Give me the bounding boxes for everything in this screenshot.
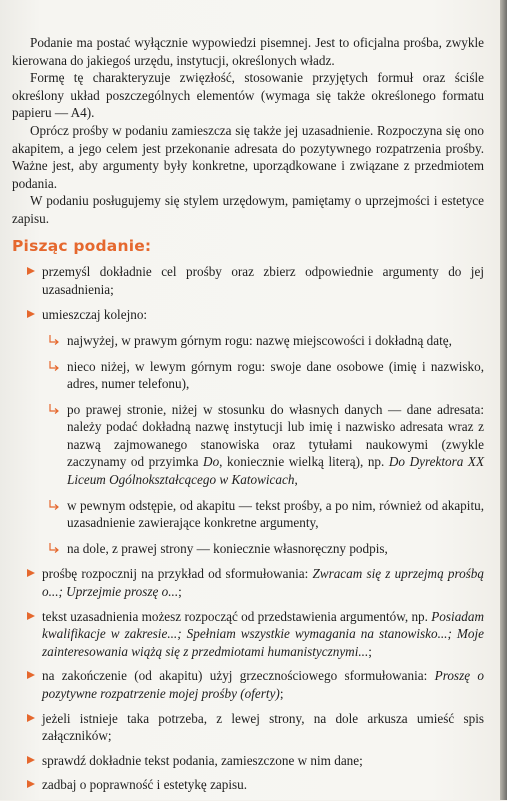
triangle-bullet-icon bbox=[27, 780, 35, 788]
list-item bbox=[12, 608, 484, 661]
sub-list-item bbox=[12, 358, 484, 393]
list-item bbox=[12, 776, 484, 794]
sub-steps-list bbox=[12, 332, 484, 558]
example-phrase: Zwracam się z uprzejmą prośbą o...; Uprzejmie proszę o... bbox=[42, 566, 484, 600]
list-item-text: jeżeli istnieje taka potrzeba, z lewej strony, na dole arkusza umieść spis załączników; bbox=[42, 710, 484, 744]
list-item-text: ; bbox=[368, 643, 372, 659]
list-item bbox=[12, 263, 484, 298]
section-heading: Pisząc podanie: bbox=[12, 236, 152, 255]
sub-list-item-text: , koniecznie wielką literą), np. bbox=[219, 454, 389, 470]
hook-arrow-icon bbox=[48, 499, 60, 511]
intro-paragraph-3: Oprócz prośby w podaniu zamieszcza się także jej uzasadnienie. Rozpoczyna się ono akapitem, a jego celem jest przekonanie adresata do pozytywnego rozpatrzenia prośby. Ważne jest, aby argumenty były konkretne, uporządkowane i związane z przedmiotem podania. bbox=[12, 122, 484, 191]
hook-arrow-icon bbox=[48, 403, 60, 415]
example-addressee: Do Dyrektora XX Liceum Ogólnokształcącego w Katowicach bbox=[67, 454, 485, 488]
list-item bbox=[12, 306, 484, 324]
sub-list-item-text: po prawej stronie, niżej w stosunku do własnych danych — dane adresata: należy podać dokładną nazwę instytucji lub imię i nazwisko adresata wraz z nazwą zajmowanego stanowiska oraz tytułami naukowymi (zwykle zaczynamy od przyimka bbox=[67, 401, 484, 470]
page-edge bbox=[500, 0, 507, 800]
hook-arrow-icon bbox=[48, 542, 60, 554]
steps-list bbox=[12, 263, 484, 324]
list-item-text: tekst uzasadnienia możesz rozpocząć od przedstawienia argumentów, np. bbox=[42, 608, 432, 624]
list-item-text: prośbę rozpocznij na przykład od sformułowania: bbox=[42, 566, 313, 582]
hook-arrow-icon bbox=[48, 334, 60, 346]
sub-list-item-text: na dole, z prawej strony — koniecznie własnoręczny podpis, bbox=[67, 540, 388, 556]
list-item-text: zadbaj o poprawność i estetykę zapisu. bbox=[42, 777, 248, 793]
list-item-text: na zakończenie (od akapitu) użyj grzecznościowego sformułowania: bbox=[42, 668, 435, 684]
sub-list-item bbox=[12, 540, 484, 558]
intro-paragraph-4: W podaniu posługujemy się stylem urzędowym, pamiętamy o uprzejmości i estetyce zapisu. bbox=[12, 193, 484, 226]
list-item bbox=[12, 667, 484, 702]
example-phrase: Posiadam kwalifikacje w zakresie...; Spełniam wszystkie wymagania na stanowisko...; Moje zainteresowania wiążą się z przedmiotami humanistycznymi... bbox=[42, 608, 484, 659]
sub-list-item-text: nieco niżej, w lewym górnym rogu: swoje dane osobowe (imię i nazwisko, adres, numer telefonu), bbox=[67, 358, 484, 392]
triangle-bullet-icon bbox=[27, 756, 35, 764]
triangle-bullet-icon bbox=[27, 612, 35, 620]
sub-list-item-text: , bbox=[294, 472, 298, 488]
sub-list-item-text: najwyżej, w prawym górnym rogu: nazwę miejscowości i dokładną datę, bbox=[67, 332, 452, 348]
triangle-bullet-icon bbox=[27, 310, 35, 318]
example-preposition: Do bbox=[203, 454, 220, 470]
triangle-bullet-icon bbox=[27, 714, 35, 722]
triangle-bullet-icon bbox=[27, 671, 35, 679]
list-item bbox=[12, 710, 484, 745]
list-item-text: sprawdź dokładnie tekst podania, zamieszczone w nim dane; bbox=[42, 752, 363, 768]
tips-list bbox=[12, 565, 484, 794]
triangle-bullet-icon bbox=[27, 267, 35, 275]
list-item bbox=[12, 752, 484, 770]
list-item-text: przemyśl dokładnie cel prośby oraz zbierz odpowiednie argumenty do jej uzasadnienia; bbox=[42, 264, 484, 297]
intro-paragraph-1: Podanie ma postać wyłącznie wypowiedzi pisemnej. Jest to oficjalna prośba, zwykle kierowana do jakiegoś urzędu, instytucji, określonych władz. bbox=[12, 35, 484, 68]
intro-paragraph-2: Formę tę charakteryzuje zwięzłość, stosowanie przyjętych formuł oraz ściśle określony układ poszczególnych elementów (wymaga się także określonego formatu papieru — A4). bbox=[12, 70, 484, 121]
hook-arrow-icon bbox=[48, 360, 60, 372]
sub-list-item bbox=[12, 401, 484, 489]
sub-list-item bbox=[12, 332, 484, 350]
triangle-bullet-icon bbox=[27, 569, 35, 577]
page-content bbox=[12, 34, 484, 801]
list-item bbox=[12, 565, 484, 600]
sub-list-item-text: w pewnym odstępie, od akapitu — tekst prośby, a po nim, również od akapitu, uzasadnienie zawierające konkretne argumenty, bbox=[67, 497, 484, 531]
example-phrase: Proszę o pozytywne rozpatrzenie mojej prośby (oferty) bbox=[42, 668, 484, 701]
sub-list-item bbox=[12, 497, 484, 532]
list-item-text: ; bbox=[178, 584, 182, 600]
list-item-text: ; bbox=[279, 686, 284, 701]
list-item-text: umieszczaj kolejno: bbox=[42, 307, 148, 323]
